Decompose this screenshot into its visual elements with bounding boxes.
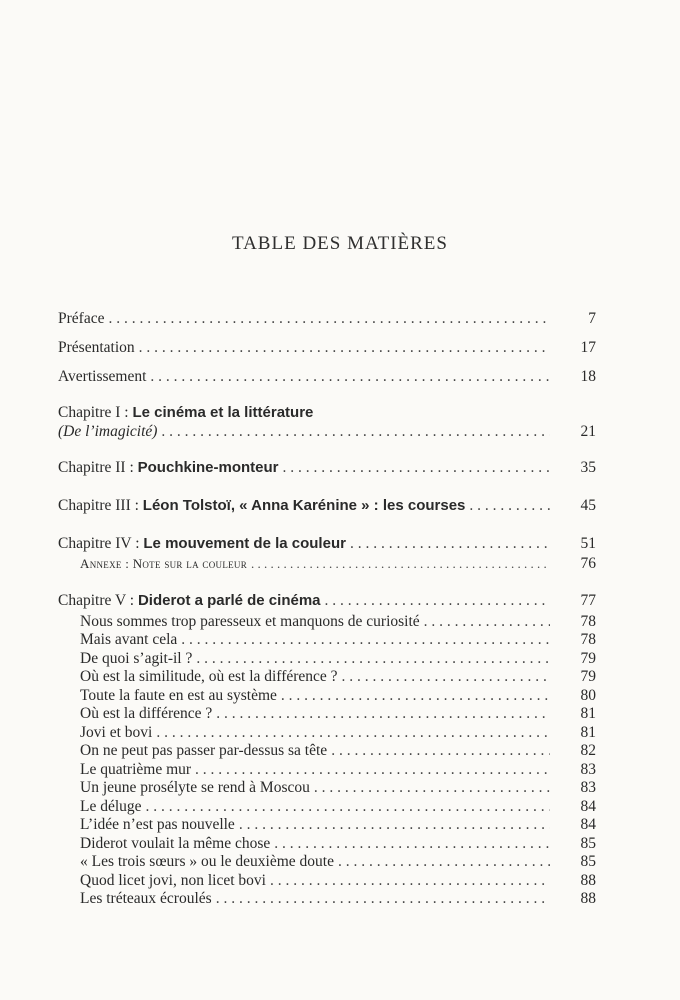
dot-leader	[216, 890, 550, 908]
toc-section	[80, 687, 596, 705]
toc-section-label: Toute la faute en est au système	[80, 687, 277, 704]
toc-entry-page: 21	[580, 423, 596, 440]
toc-section-page: 79	[580, 668, 596, 685]
toc-annexe	[80, 555, 596, 573]
toc-section	[80, 613, 596, 631]
chapter-title: Le cinéma et la littérature	[132, 404, 314, 421]
page-title: TABLE DES MATIÈRES	[232, 233, 448, 254]
chapter-prefix: Chapitre IV :	[58, 535, 144, 552]
toc-section-label: Quod licet jovi, non licet bovi	[80, 872, 266, 889]
toc-section	[80, 816, 596, 834]
annexe-label: Annexe : Note sur la couleur	[80, 556, 248, 571]
toc-section-page: 84	[580, 816, 596, 833]
dot-leader	[469, 497, 550, 515]
toc-entry-page: 76	[580, 555, 596, 572]
dot-leader	[195, 761, 550, 779]
toc-entry-label: Préface	[58, 310, 105, 327]
toc-entry-page: 17	[580, 339, 596, 356]
chapter-title: Diderot a parlé de cinéma	[137, 592, 321, 609]
chapter-title: Léon Tolstoï, « Anna Karénine » : les courses	[142, 497, 466, 514]
toc-section-page: 81	[580, 724, 596, 741]
toc-section-label: Un jeune prosélyte se rend à Moscou	[80, 779, 310, 796]
dot-leader	[108, 310, 550, 328]
toc-entry-page: 51	[580, 535, 596, 552]
toc-section-label: Diderot voulait la même chose	[80, 835, 271, 852]
toc-chapter-1-heading	[58, 404, 313, 422]
toc-chapter-3	[58, 497, 596, 515]
toc-section-page: 88	[580, 890, 596, 907]
toc-section-page: 88	[580, 872, 596, 889]
toc-entry-label: Présentation	[58, 339, 135, 356]
toc-section-label: Le déluge	[80, 798, 142, 815]
dot-leader	[161, 423, 550, 441]
toc-section-page: 83	[580, 779, 596, 796]
toc-section	[80, 890, 596, 908]
chapter-prefix: Chapitre I :	[58, 404, 133, 421]
toc-entry-page: 45	[580, 497, 596, 514]
toc-section-label: De quoi s’agit-il ?	[80, 650, 193, 667]
toc-entry-page: 18	[580, 368, 596, 385]
toc-section-page: 78	[580, 613, 596, 630]
toc-entry-preface	[58, 310, 596, 328]
dot-leader	[150, 368, 550, 386]
dot-leader	[424, 613, 550, 631]
toc-section-page: 78	[580, 631, 596, 648]
dot-leader	[139, 339, 550, 357]
dot-leader	[216, 705, 550, 723]
toc-section	[80, 705, 596, 723]
toc-section-label: Nous sommes trop paresseux et manquons de curiosité	[80, 613, 420, 630]
toc-section-page: 81	[580, 705, 596, 722]
dot-leader	[181, 631, 550, 649]
dot-leader	[283, 459, 551, 477]
toc-section-page: 80	[580, 687, 596, 704]
toc-chapter-5	[58, 592, 596, 610]
dot-leader	[239, 816, 550, 834]
dot-leader	[156, 724, 550, 742]
dot-leader	[196, 650, 550, 668]
chapter-subtitle: (De l’imagicité)	[58, 423, 158, 440]
dot-leader	[314, 779, 550, 797]
toc-entry-label: Avertissement	[58, 368, 147, 385]
toc-entry-presentation	[58, 339, 596, 357]
dot-leader	[350, 535, 550, 553]
dot-leader	[146, 798, 550, 816]
dot-leader	[281, 687, 550, 705]
toc-section	[80, 761, 596, 779]
toc-section-label: Jovi et bovi	[80, 724, 153, 741]
toc-section	[80, 798, 596, 816]
toc-chapter-2	[58, 459, 596, 477]
dot-leader	[251, 555, 550, 573]
toc-section-label: Les tréteaux écroulés	[80, 890, 212, 907]
toc-section-page: 85	[580, 853, 596, 870]
toc-section-label: L’idée n’est pas nouvelle	[80, 816, 235, 833]
toc-section	[80, 724, 596, 742]
toc-entry-page: 35	[580, 459, 596, 476]
dot-leader	[331, 742, 550, 760]
chapter-prefix: Chapitre III :	[58, 497, 143, 514]
toc-entry-avertissement	[58, 368, 596, 386]
toc-section	[80, 853, 596, 871]
toc-entry-page: 7	[588, 310, 596, 327]
toc-section-label: On ne peut pas passer par-dessus sa tête	[80, 742, 328, 759]
toc-chapter-4	[58, 535, 596, 553]
toc-section-page: 82	[580, 742, 596, 759]
toc-section	[80, 668, 596, 686]
chapter-title: Pouchkine-monteur	[137, 459, 279, 476]
dot-leader	[338, 853, 550, 871]
toc-section-page: 83	[580, 761, 596, 778]
toc-section-page: 85	[580, 835, 596, 852]
toc-section	[80, 650, 596, 668]
toc-section	[80, 742, 596, 760]
toc-section-label: Où est la similitude, où est la différence ?	[80, 668, 338, 685]
dot-leader	[270, 872, 550, 890]
dot-leader	[274, 835, 550, 853]
toc-section-page: 79	[580, 650, 596, 667]
chapter-prefix: Chapitre V :	[58, 592, 138, 609]
chapter-title: Le mouvement de la couleur	[143, 535, 346, 552]
dot-leader	[325, 592, 550, 610]
chapter-prefix: Chapitre II :	[58, 459, 138, 476]
toc-chapter-1	[58, 423, 596, 441]
toc-section-label: Le quatrième mur	[80, 761, 192, 778]
toc-section	[80, 835, 596, 853]
toc-section-label: « Les trois sœurs » ou le deuxième doute	[80, 853, 334, 870]
toc-entry-page: 77	[580, 592, 596, 609]
toc-section-page: 84	[580, 798, 596, 815]
toc-section-label: Mais avant cela	[80, 631, 178, 648]
toc-section	[80, 779, 596, 797]
toc-section-label: Où est la différence ?	[80, 705, 213, 722]
toc-section	[80, 631, 596, 649]
dot-leader	[342, 668, 550, 686]
toc-section	[80, 872, 596, 890]
